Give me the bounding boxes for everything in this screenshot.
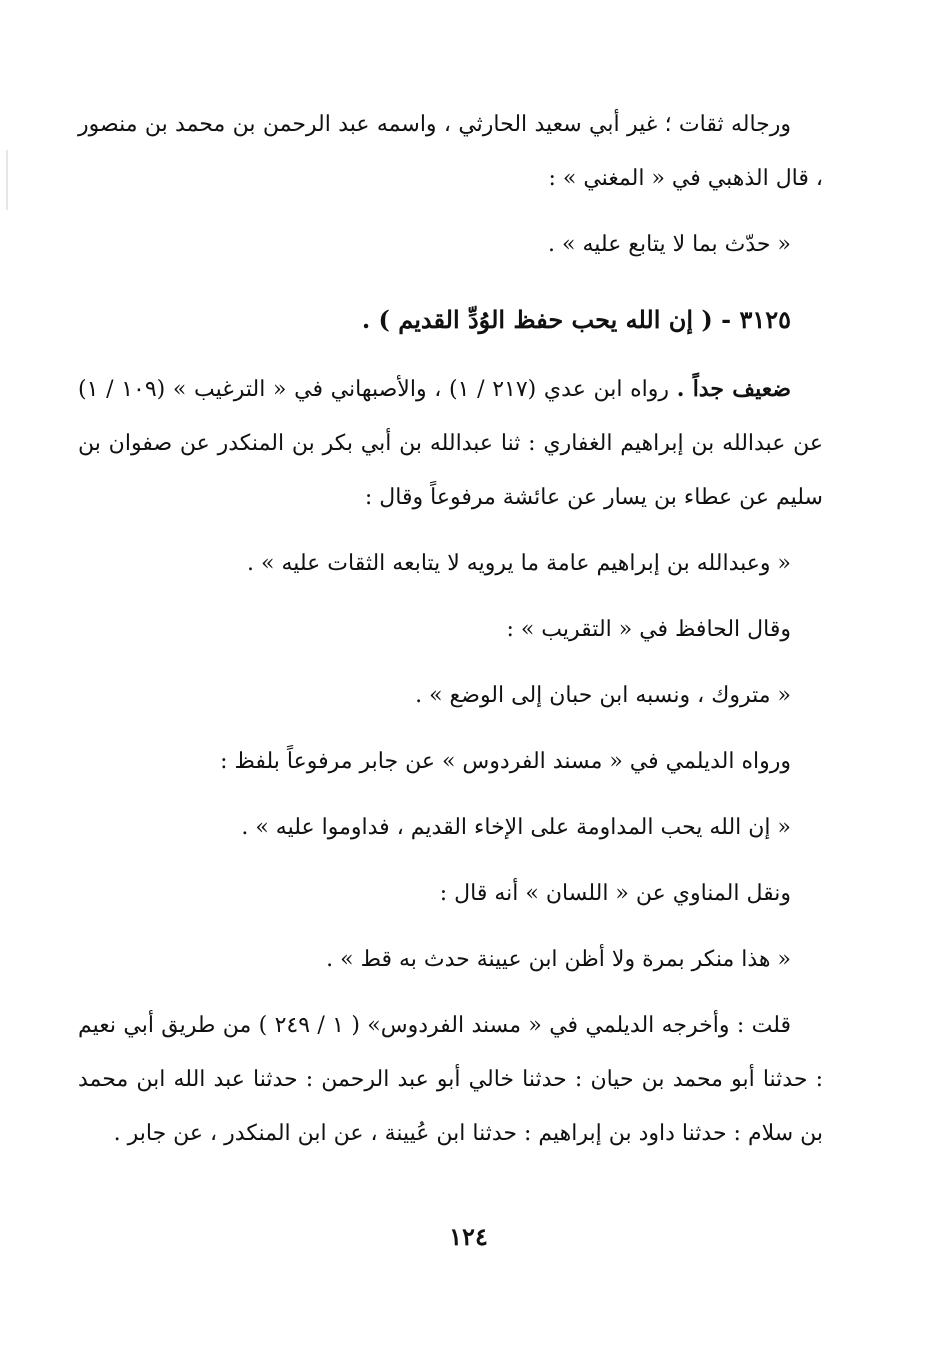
grading-text: رواه ابن عدي (٢١٧ / ١) ، والأصبهاني في « الترغيب » (١٠٩ / ١) عن عبدالله بن إبراهيم الغفاري : ثنا عبدالله بن أبي بكر بن المنكدر عن صفوان بن سليم عن عطاء بن يسار عن عائشة مرفوعاً وقال : (78, 377, 823, 510)
quote-dhahabi: « حدّث بما لا يتابع عليه » . (548, 232, 791, 257)
page-edge-mark (6, 150, 8, 210)
paragraph-grading (78, 362, 823, 525)
quote-lisan: « هذا منكر بمرة ولا أظن ابن عيينة حدث به قط » . (326, 947, 791, 972)
paragraph-conclusion: قلت : وأخرجه الديلمي في « مسند الفردوس» ( ١ / ٢٤٩ ) من طريق أبي نعيم : حدثنا أبو محمد بن حيان : حدثنا خالي أبو عبد الرحمن : حدثنا عبد الله ابن محمد بن سلام : حدثنا داود بن إبراهيم : حدثنا ابن عُيينة ، عن ابن المنكدر ، عن جابر . (78, 1013, 823, 1146)
page-number: ١٢٤ (449, 1222, 488, 1251)
quote-ibn-adi: « وعبدالله بن إبراهيم عامة ما يرويه لا يتابعه الثقات عليه » . (247, 551, 791, 576)
quote-daylami-text: « إن الله يحب المداومة على الإخاء القديم ، فداوموا عليه » . (241, 815, 791, 840)
grading-label: ضعيف جداً . (676, 376, 791, 402)
document-page (78, 98, 823, 1298)
hadith-heading: ٣١٢٥ - ( إن الله يحب حفظ الوُدِّ القديم ) . (361, 305, 791, 334)
paragraph-daylami: ورواه الديلمي في « مسند الفردوس » عن جابر مرفوعاً بلفظ : (220, 749, 791, 774)
paragraph-hafiz: وقال الحافظ في « التقريب » : (506, 617, 791, 642)
paragraph-munawi: ونقل المناوي عن « اللسان » أنه قال : (439, 881, 791, 906)
quote-taqrib: « متروك ، ونسبه ابن حبان إلى الوضع » . (415, 683, 791, 708)
paragraph-narrators: ورجاله ثقات ؛ غير أبي سعيد الحارثي ، واسمه عبد الرحمن بن محمد بن منصور ، قال الذهبي في « المغني » : (78, 112, 823, 191)
